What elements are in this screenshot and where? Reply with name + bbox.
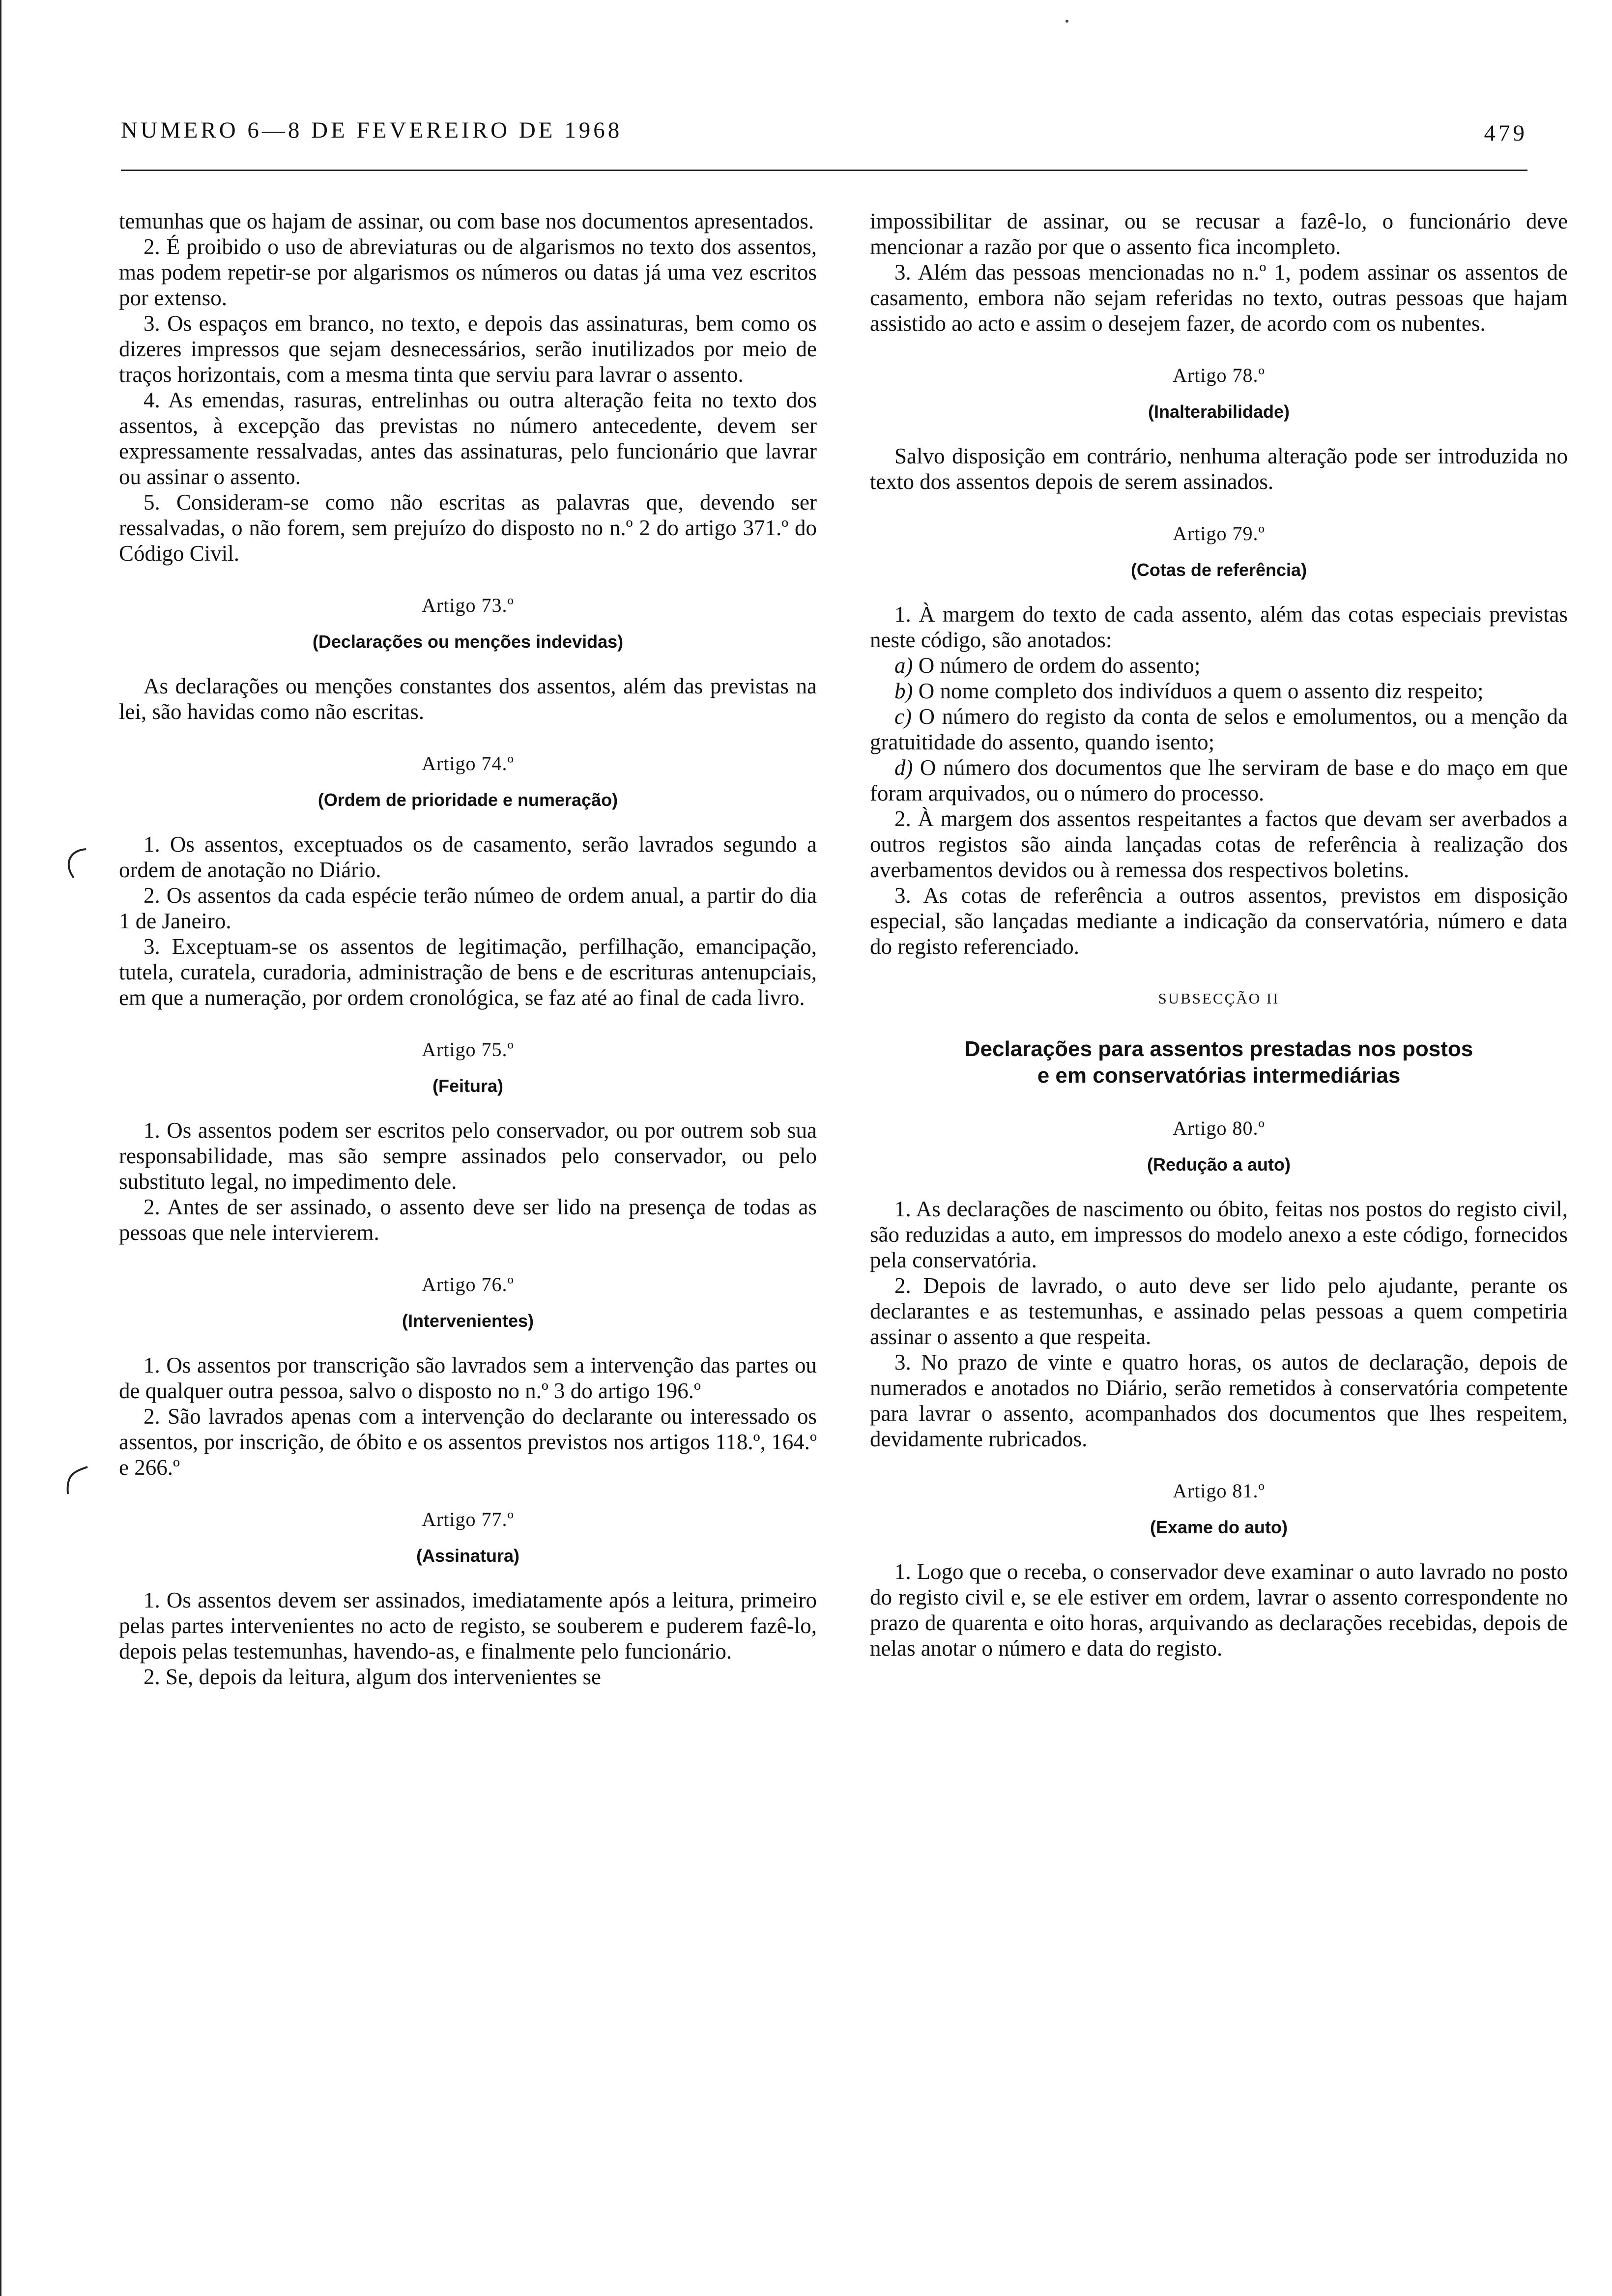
paragraph: 2. À margem dos assentos respeitantes a factos que devam ser averbados a outros registos são ainda lançadas cotas de referência à realização dos averbamentos devidos ou à remessa dos respectivos boletins. [870,806,1568,882]
item-letter: d) [894,755,913,780]
paragraph: 2. É proibido o uso de abreviaturas ou de algarismos no texto dos assentos, mas podem repetir-se por algarismos os números ou datas já uma vez escritos por extenso. [119,234,817,310]
issue-title: NUMERO 6—8 DE FEVEREIRO DE 1968 [121,117,623,143]
article-title: (Cotas de referência) [1130,560,1307,580]
paragraph: temunhas que os hajam de assinar, ou com base nos documentos apresentados. [119,209,814,233]
section-title [870,1036,1568,1089]
article-label: Artigo 73.º [422,594,514,616]
paragraph: 3. As cotas de referência a outros assentos, previstos em disposição especial, são lançadas mediante a indicação da conservatória, número e data do registo referenciado. [870,883,1568,959]
item-letter: a) [894,653,913,678]
paragraph: 5. Consideram-se como não escritas as palavras que, devendo ser ressalvadas, o não forem, sem prejuízo do disposto no n.º 2 do artigo 371.º do Código Civil. [119,490,817,566]
article-title: (Assinatura) [416,1546,520,1566]
item-text: O nome completo dos indivíduos a quem o assento diz respeito; [913,679,1484,703]
article-label: Artigo 74.º [422,752,514,775]
paragraph: 2. Depois de lavrado, o auto deve ser lido pelo ajudante, perante os declarantes e as testemunhas, e assinado pelas pessoas a quem competiria assinar o assento a que respeita. [870,1273,1568,1349]
item-letter: c) [894,704,912,729]
page-header [121,117,1527,151]
article-label: Artigo 75.º [422,1038,514,1061]
article-label: Artigo 80.º [1173,1117,1265,1139]
paragraph: 1. Os assentos devem ser assinados, imediatamente após a leitura, primeiro pelas partes intervenientes no acto de registo, se souberem e puderem fazê-lo, depois pelas testemunhas, havendo-as, e finalmente pelo funcionário. [119,1588,817,1664]
section-title-line: e em conservatórias intermediárias [1037,1063,1401,1088]
section-title-line: Declarações para assentos prestadas nos postos [964,1037,1473,1061]
paragraph: 2. São lavrados apenas com a intervenção do declarante ou interessado os assentos, por inscrição, de óbito e os assentos previstos nos artigos 118.º, 164.º e 266.º [119,1404,817,1480]
paragraph: 1. Os assentos, exceptuados os de casamento, serão lavrados segundo a ordem de anotação no Diário. [119,832,817,882]
subsection-label: SUBSECÇÃO II [1158,990,1280,1007]
header-rule [121,170,1527,171]
article-title: (Intervenientes) [402,1311,534,1331]
item-text: O número do registo da conta de selos e emolumentos, ou a menção da gratuitidade do assento, quando isento; [870,704,1568,754]
paragraph: 1. As declarações de nascimento ou óbito, feitas nos postos do registo civil, são reduzidas a auto, em impressos do modelo anexo a este código, fornecidos pela conservatória. [870,1197,1568,1272]
paragraph: As declarações ou menções constantes dos assentos, além das previstas na lei, são havidas como não escritas. [119,674,817,724]
article-title: (Redução a auto) [1147,1154,1291,1175]
page-number: 479 [1484,120,1527,146]
left-column [119,208,817,1690]
article-label: Artigo 78.º [1173,364,1265,386]
paragraph: 3. No prazo de vinte e quatro horas, os autos de declaração, depois de numerados e anotados no Diário, serão remetidos à conservatória competente para lavrar o assento, acompanhados dos documentos que lhes respeitem, devidamente rubricados. [870,1350,1568,1451]
article-title: (Exame do auto) [1150,1517,1288,1537]
list-item [870,704,1568,755]
paragraph: Salvo disposição em contrário, nenhuma alteração pode ser introduzida no texto dos assentos depois de serem assinados. [870,444,1568,494]
paragraph: 3. Os espaços em branco, no texto, e depois das assinaturas, bem como os dizeres impressos que sejam desnecessários, serão inutilizados por meio de traços horizontais, com a mesma tinta que serviu para lavrar o assento. [119,311,817,387]
paragraph: impossibilitar de assinar, ou se recusar a fazê-lo, o funcionário deve mencionar a razão por que o assento fica incompleto. [870,209,1568,259]
paragraph: 1. Os assentos podem ser escritos pelo conservador, ou por outrem sob sua responsabilidade, mas são sempre assinados pelo conservador, ou pelo substituto legal, no impedimento dele. [119,1118,817,1194]
article-title: (Feitura) [432,1076,503,1096]
paragraph: 1. Os assentos por transcrição são lavrados sem a intervenção das partes ou de qualquer outra pessoa, salvo o disposto no n.º 3 do artigo 196.º [119,1353,817,1403]
article-label: Artigo 77.º [422,1508,514,1530]
item-letter: b) [894,679,913,703]
list-item [870,755,1568,806]
margin-mark [59,1464,88,1499]
right-column [870,208,1568,1661]
paragraph: 4. As emendas, rasuras, entrelinhas ou outra alteração feita no texto dos assentos, à excepção das previstas no número antecedente, devem ser expressamente ressalvadas, antes das assinaturas, pelo funcionário que lavrar ou assinar o assento. [119,388,817,489]
margin-mark [59,845,88,880]
paragraph: 3. Exceptuam-se os assentos de legitimação, perfilhação, emancipação, tutela, curatela, curadoria, administração de bens e de escrituras antenupciais, em que a numeração, por ordem cronológica, se faz até ao final de cada livro. [119,934,817,1010]
list-item [870,678,1568,704]
article-title: (Declarações ou menções indevidas) [312,631,624,652]
article-label: Artigo 79.º [1173,522,1265,545]
article-title: (Inalterabilidade) [1148,402,1290,422]
page-edge [0,0,1,2296]
item-text: O número dos documentos que lhe serviram de base e do maço em que foram arquivados, ou o número do processo. [870,755,1568,805]
scan-dot [1065,20,1068,23]
paragraph: 2. Se, depois da leitura, algum dos intervenientes se [144,1665,602,1689]
paragraph: 3. Além das pessoas mencionadas no n.º 1, podem assinar os assentos de casamento, embora não sejam referidas no texto, outras pessoas que hajam assistido ao acto e assim o desejem fazer, de acordo com os nubentes. [870,260,1568,336]
article-label: Artigo 76.º [422,1273,514,1295]
paragraph: 2. Os assentos da cada espécie terão númeo de ordem anual, a partir do dia 1 de Janeiro. [119,883,817,933]
list-item [870,653,1568,678]
paragraph: 1. Logo que o receba, o conservador deve examinar o auto lavrado no posto do registo civil e, se ele estiver em ordem, lavrar o assento correspondente no prazo de quarenta e oito horas, arquivando as declarações recebidas, depois de nelas anotar o número e data do registo. [870,1559,1568,1661]
paragraph: 1. À margem do texto de cada assento, além das cotas especiais previstas neste código, são anotados: [870,602,1568,652]
item-text: O número de ordem do assento; [913,653,1201,678]
article-title: (Ordem de prioridade e numeração) [317,790,618,810]
article-label: Artigo 81.º [1173,1480,1265,1502]
paragraph: 2. Antes de ser assinado, o assento deve ser lido na presença de todas as pessoas que nele intervierem. [119,1195,817,1245]
